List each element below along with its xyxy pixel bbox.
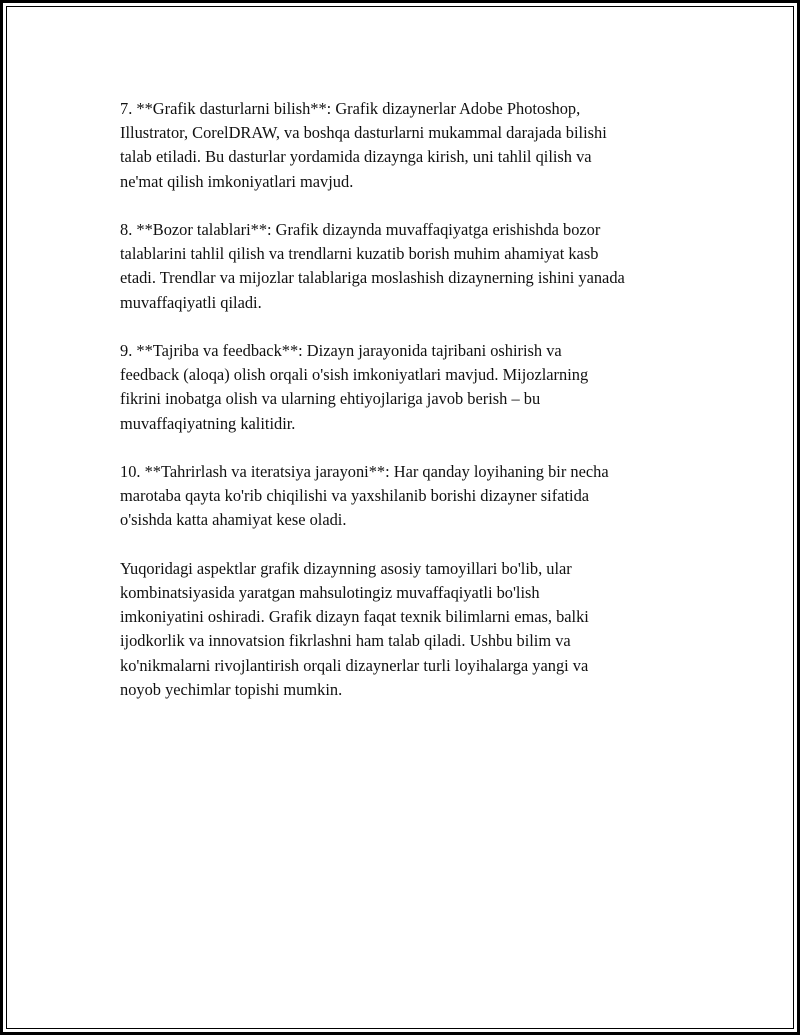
paragraph-item-7 [120, 97, 700, 194]
text-line: 8. **Bozor talablari**: Grafik dizaynda muvaffaqiyatga erishishda bozor [120, 220, 601, 239]
text-line: talab etiladi. Bu dasturlar yordamida dizaynga kirish, uni tahlil qilish va [120, 147, 592, 167]
text-line: ko'nikmalarni rivojlantirish orqali dizaynerlar turli loyihalarga yangi va [120, 655, 589, 675]
text-line: Yuqoridagi aspektlar grafik dizaynning asosiy tamoyillari bo'lib, ular [120, 558, 572, 578]
document-body [120, 97, 700, 726]
text-line: o'sishda katta ahamiyat kese oladi. [120, 510, 347, 530]
text-line: fikrini inobatga olish va ularning ehtiyojlariga javob berish – bu [120, 389, 541, 409]
paragraph-item-10 [120, 460, 700, 533]
text-line: feedback (aloqa) olish orqali o'sish imkoniyatlari mavjud. Mijozlarning [120, 365, 589, 385]
paragraph-item-8 [120, 218, 700, 315]
text-line: 10. **Tahrirlash va iteratsiya jarayoni**: Har qanday loyihaning bir necha [120, 462, 609, 481]
paragraph-item-9 [120, 339, 700, 436]
text-line: 7. **Grafik dasturlarni bilish**: Grafik dizaynerlar Adobe Photoshop, [120, 99, 581, 118]
text-line: muvaffaqiyatli qiladi. [120, 292, 262, 312]
text-line: ijodkorlik va innovatsion fikrlashni ham talab qiladi. Ushbu bilim va [120, 631, 571, 651]
text-line: talablarini tahlil qilish va trendlarni kuzatib borish muhim ahamiyat kasb [120, 244, 599, 264]
text-line: Illustrator, CorelDRAW, va boshqa dasturlarni mukammal darajada bilishi [120, 123, 607, 143]
text-line: 9. **Tajriba va feedback**: Dizayn jarayonida tajribani oshirish va [120, 341, 562, 360]
text-line: noyob yechimlar topishi mumkin. [120, 679, 343, 699]
paragraph-conclusion [120, 557, 700, 702]
text-line: imkoniyatini oshiradi. Grafik dizayn faqat texnik bilimlarni emas, balki [120, 607, 589, 627]
text-line: kombinatsiyasida yaratgan mahsulotingiz muvaffaqiyatli bo'lish [120, 583, 540, 602]
text-line: muvaffaqiyatning kalitidir. [120, 413, 296, 433]
text-line: marotaba qayta ko'rib chiqilishi va yaxshilanib borishi dizayner sifatida [120, 486, 590, 506]
text-line: etadi. Trendlar va mijozlar talablariga moslashish dizaynerning ishini yanada [120, 268, 625, 288]
text-line: ne'mat qilish imkoniyatlari mavjud. [120, 171, 354, 191]
